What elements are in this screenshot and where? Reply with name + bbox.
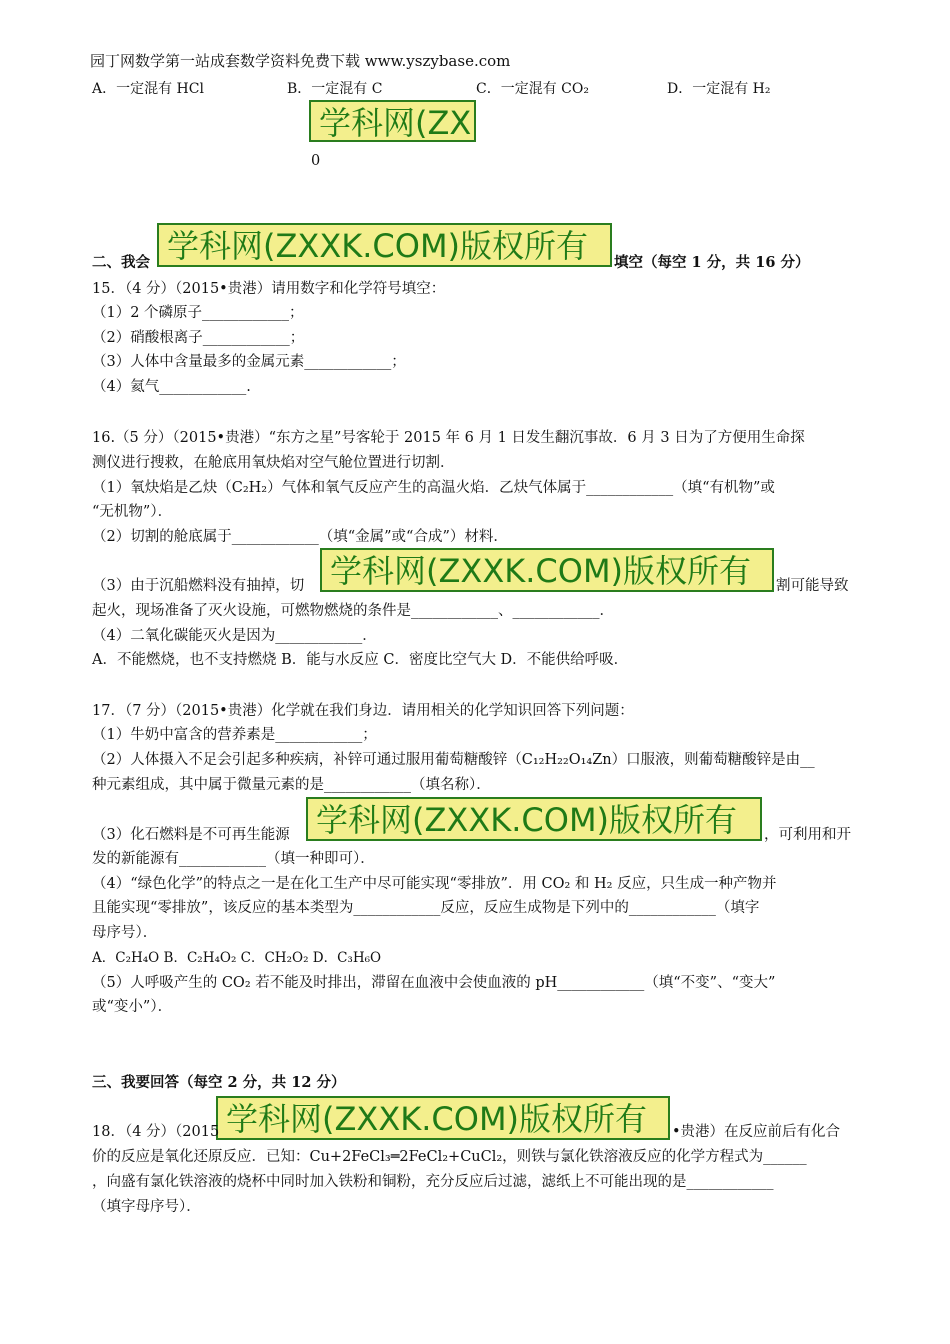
- q18-line-1-left: 18．（4 分）（2015: [92, 1124, 220, 1140]
- q17-line-2: （1）牛奶中富含的营养素是____________；: [92, 727, 377, 743]
- q16-line-6-right: 割可能导致: [776, 578, 849, 594]
- q17-line-11: （5）人呼吸产生的 CO₂ 若不能及时排出，滞留在血液中会使血液的 pH____________（填“不变”、“变大”: [92, 975, 776, 991]
- section-3-title: 三、我要回答（每空 2 分，共 12 分）: [92, 1074, 346, 1091]
- q16-line-8: （4）二氧化碳能灭火是因为____________．: [92, 628, 377, 644]
- watermark-stamp: 学科网(ZXXK.COM)版权所有: [157, 223, 612, 267]
- q16-line-6-left: （3）由于沉船燃料没有抽掉，切: [92, 578, 305, 594]
- section-2-title-left: 二、我会: [92, 254, 150, 271]
- option-a: A．一定混有 HCl: [92, 81, 204, 97]
- q17-line-5-left: （3）化石燃料是不可再生能源: [92, 827, 290, 843]
- q16-line-4: “无机物”）．: [92, 504, 173, 520]
- q16-line-1: 16.（5 分）（2015•贵港）“东方之星”号客轮于 2015 年 6 月 1 日发生翻沉事故．6 月 3 日为了方便用生命探: [92, 430, 805, 446]
- q17-line-5-right: ，可利用和开: [764, 827, 851, 843]
- q15-stem: 15．（4 分）（2015•贵港）请用数字和化学符号填空：: [92, 281, 446, 297]
- stray-zero: 0: [311, 153, 321, 169]
- q16-line-9: A．不能燃烧，也不支持燃烧 B．能与水反应 C．密度比空气大 D．不能供给呼吸．: [92, 652, 629, 668]
- q17-line-12: 或“变小”）．: [92, 999, 173, 1015]
- q15-part-1: （1）2 个磷原子____________；: [92, 305, 304, 321]
- page-header: 园丁网数学第一站成套数学资料免费下载 www.yszybase.com: [90, 52, 511, 70]
- q18-line-4: （填字母序号）．: [92, 1199, 201, 1215]
- q17-line-8: 且能实现“零排放”，该反应的基本类型为____________反应，反应生成物是下列中的____________（填字: [92, 900, 760, 916]
- q16-line-7: 起火，现场准备了灭火设施，可燃物燃烧的条件是____________、____________．: [92, 603, 614, 619]
- q18-line-2: 价的反应是氧化还原反应．已知：Cu+2FeCl₃═2FeCl₂+CuCl₂，则铁与氯化铁溶液反应的化学方程式为______: [92, 1149, 807, 1165]
- q15-part-3: （3）人体中含量最多的金属元素____________；: [92, 354, 406, 370]
- q17-line-6: 发的新能源有____________（填一种即可）．: [92, 851, 375, 867]
- watermark-stamp: 学科网(ZXXK.COM)版权所有: [216, 1096, 670, 1140]
- q17-line-7: （4）“绿色化学”的特点之一是在化工生产中尽可能实现“零排放”．用 CO₂ 和 H₂ 反应，只生成一种产物并: [92, 876, 777, 892]
- option-b: B．一定混有 C: [287, 81, 383, 97]
- watermark-stamp: 学科网(ZXXK.COM)版权所有: [306, 797, 762, 841]
- q17-line-4: 种元素组成，其中属于微量元素的是____________（填名称）．: [92, 777, 491, 793]
- q17-line-9: 母序号）．: [92, 925, 158, 941]
- q16-line-3: （1）氧炔焰是乙炔（C₂H₂）气体和氧气反应产生的高温火焰．乙炔气体属于____________（填“有机物”或: [92, 480, 775, 496]
- watermark-stamp: 学科网(ZX: [309, 100, 476, 142]
- q16-line-2: 测仪进行搜救，在舱底用氧炔焰对空气舱位置进行切割．: [92, 455, 455, 471]
- section-2-title-right: 填空（每空 1 分，共 16 分）: [614, 254, 810, 271]
- q15-part-4: （4）氦气____________.: [92, 379, 251, 395]
- q15-part-2: （2）硝酸根离子____________；: [92, 330, 305, 346]
- q16-line-5: （2）切割的舱底属于____________（填“金属”或“合成”）材料．: [92, 529, 508, 545]
- q17-line-3: （2）人体摄入不足会引起多种疾病，补锌可通过服用葡萄糖酸锌（C₁₂H₂₂O₁₄Zn）口服液，则葡萄糖酸锌是由__: [92, 752, 815, 768]
- q18-line-1-right: •贵港）在反应前后有化合: [672, 1124, 841, 1140]
- q17-line-1: 17．（7 分）（2015•贵港）化学就在我们身边．请用相关的化学知识回答下列问题：: [92, 703, 634, 719]
- watermark-stamp: 学科网(ZXXK.COM)版权所有: [320, 548, 774, 592]
- option-c: C．一定混有 CO₂: [476, 81, 589, 97]
- q17-line-10: A．C₂H₄O B．C₂H₄O₂ C．CH₂O₂ D．C₃H₆O: [92, 950, 382, 966]
- option-d: D．一定混有 H₂: [667, 81, 771, 97]
- q18-line-3: ，向盛有氯化铁溶液的烧杯中同时加入铁粉和铜粉，充分反应后过滤，滤纸上不可能出现的是____________: [92, 1174, 774, 1190]
